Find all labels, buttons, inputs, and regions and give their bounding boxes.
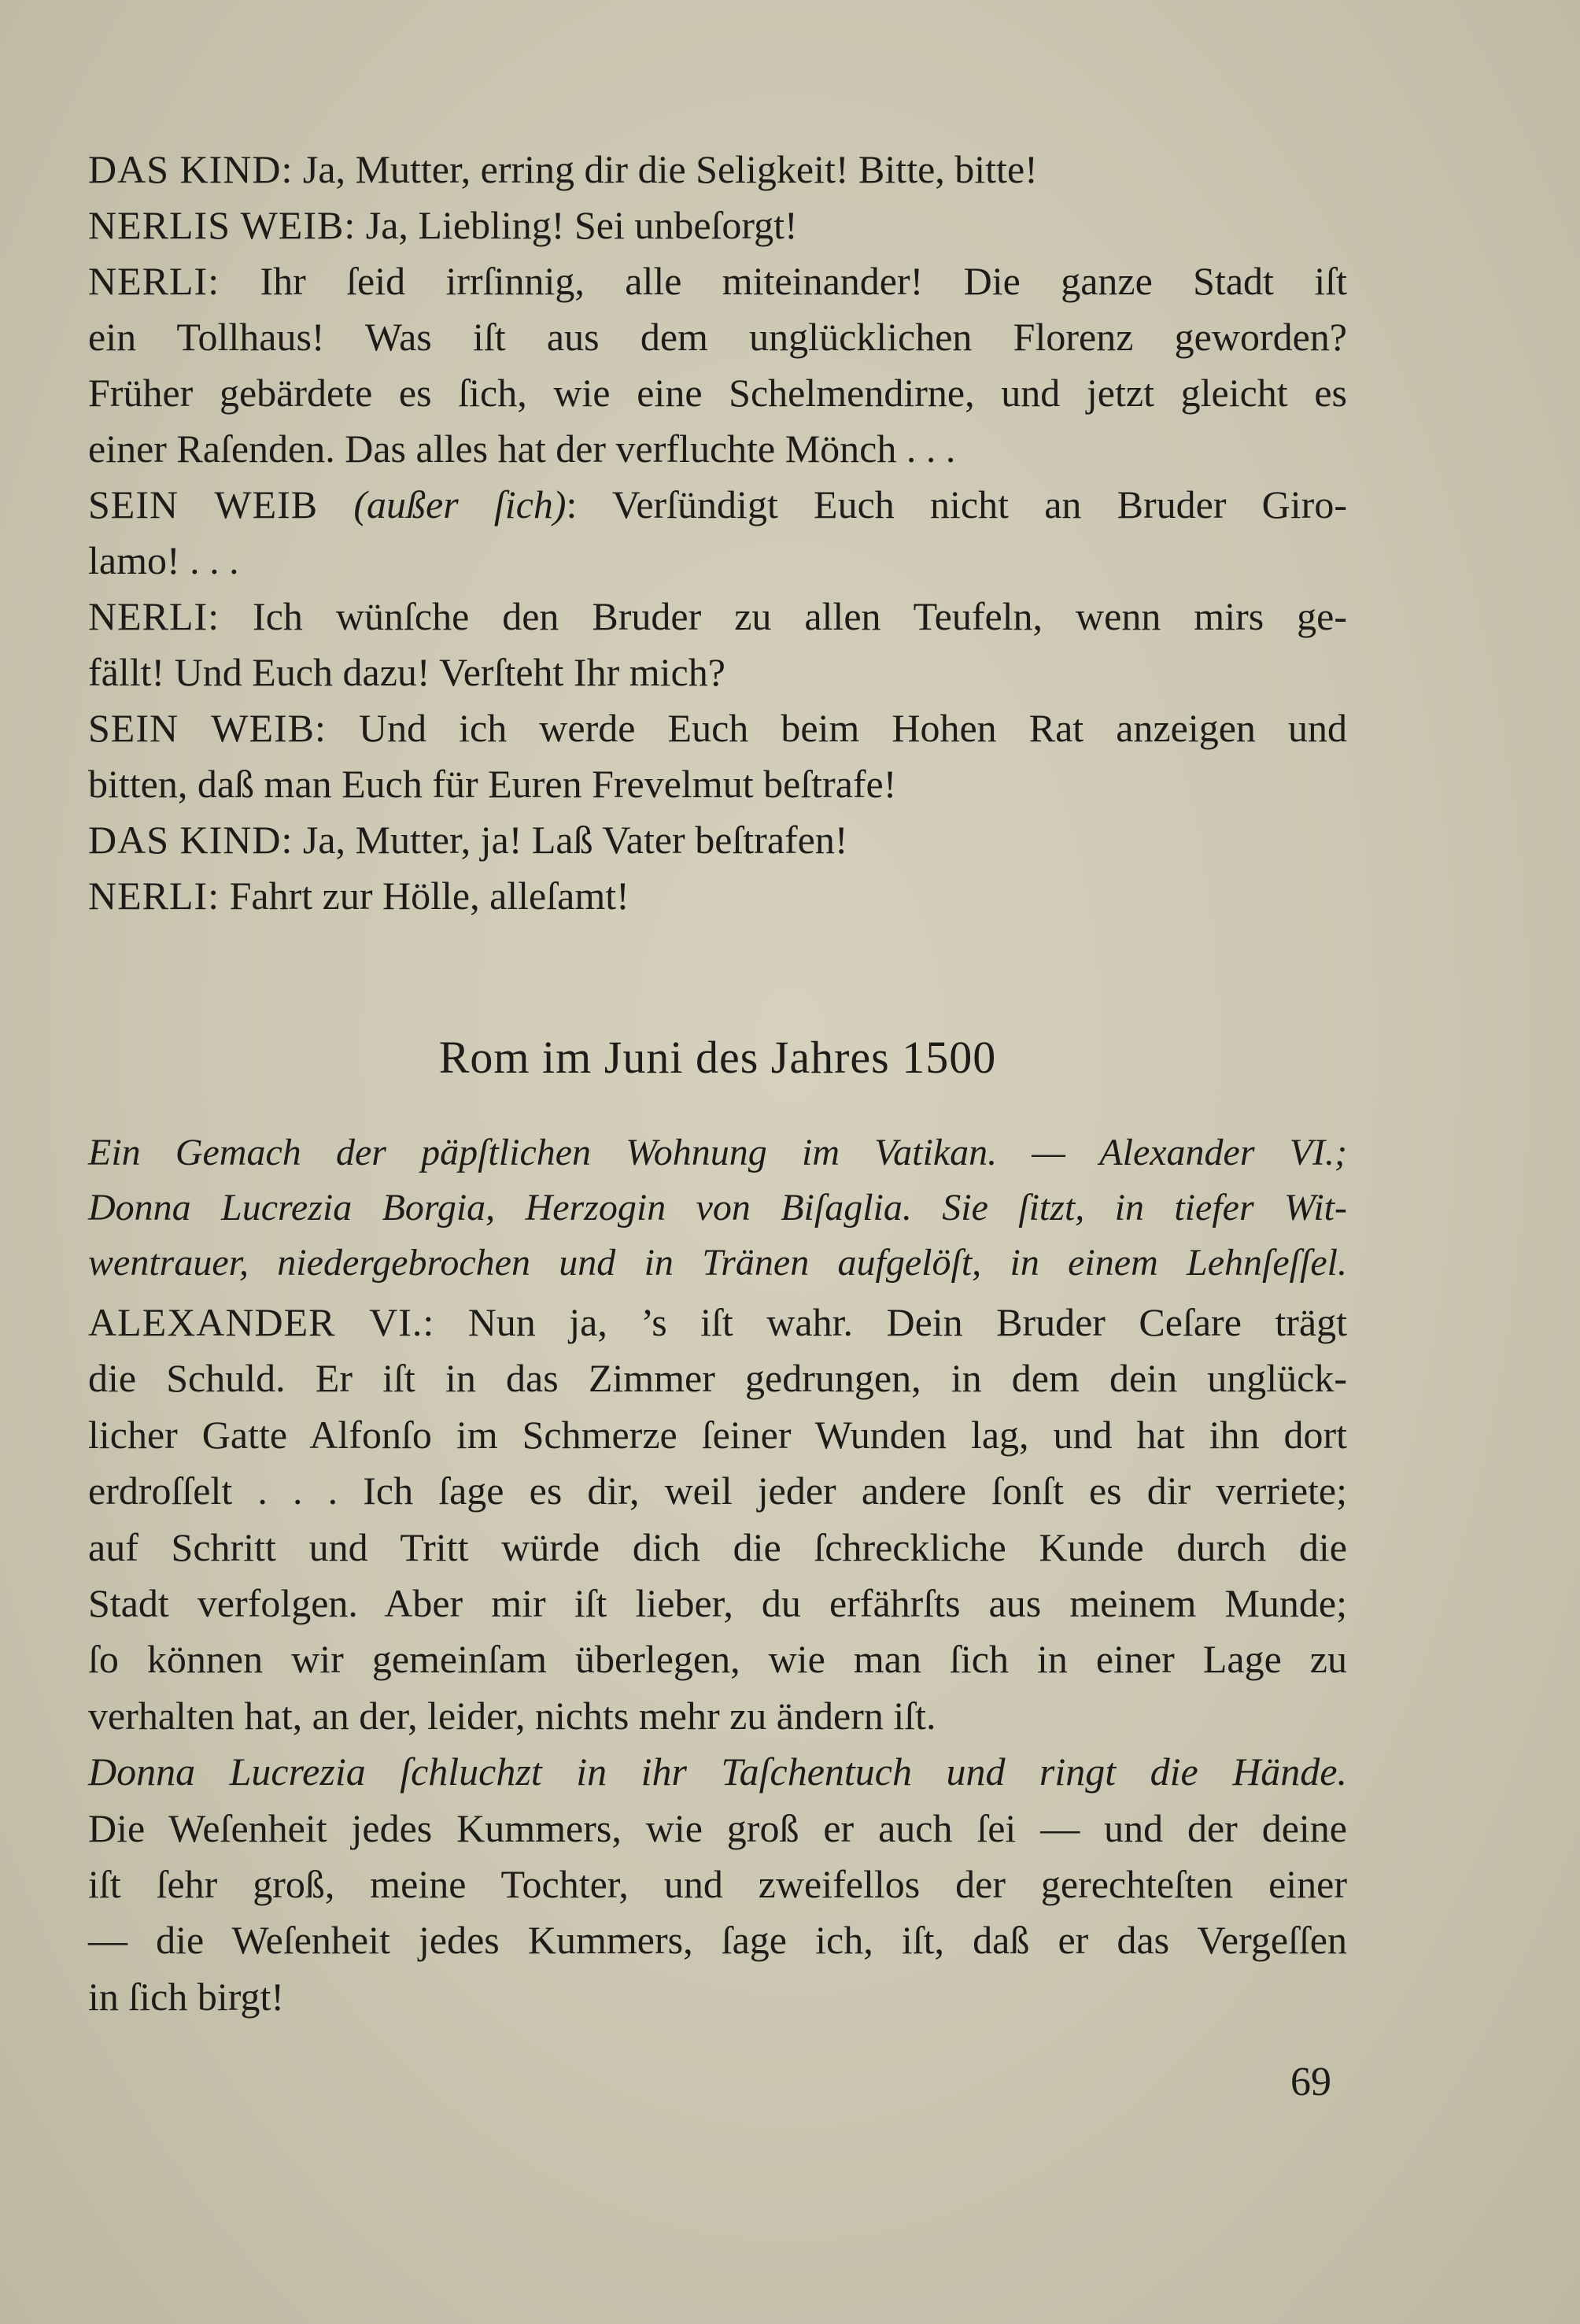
- text-line: [88, 365, 1347, 421]
- dialogue-top: [88, 142, 1347, 924]
- line-text: bitten, daß man Euch für Euren Frevelmut beſtrafe!: [88, 762, 897, 806]
- text-line: [88, 309, 1347, 365]
- line-text: : Verſündigt Euch nicht an Bruder Giro-: [566, 482, 1347, 527]
- text-line: [88, 1688, 1347, 1744]
- text-line: [88, 1350, 1347, 1406]
- text-line: [88, 477, 1347, 533]
- speaker-name: NERLIS WEIB:: [88, 203, 356, 247]
- text-line: [88, 1520, 1347, 1576]
- text-line: [88, 1295, 1347, 1350]
- line-text: einer Raſenden. Das alles hat der verfluchte Mönch . . .: [88, 427, 956, 471]
- book-page: [88, 142, 1347, 2019]
- line-text: auf Schritt und Tritt würde dich die ſchreckliche Kunde durch die: [88, 1524, 1347, 1569]
- text-line: [88, 756, 1347, 812]
- line-text: Ich wünſche den Bruder zu allen Teufeln, wenn mirs ge-: [220, 594, 1347, 638]
- speaker-name: ALEXANDER VI.:: [88, 1300, 435, 1344]
- speaker-name: SEIN WEIB: [88, 482, 319, 527]
- speaker-name: DAS KIND:: [88, 818, 293, 862]
- stage-direction: [88, 1125, 1347, 1291]
- line-text: die Schuld. Er iſt in das Zimmer gedrungen, in dem dein unglück-: [88, 1356, 1347, 1401]
- line-text: fällt! Und Euch dazu! Verſteht Ihr mich?: [88, 650, 725, 694]
- line-text: in ſich birgt!: [88, 1974, 285, 2019]
- line-text: Ja, Liebling! Sei unbeſorgt!: [356, 203, 798, 247]
- line-text: Die Weſenheit jedes Kummers, wie groß er auch ſei — und der deine: [88, 1805, 1347, 1850]
- line-text: Fahrt zur Hölle, alleſamt!: [220, 874, 629, 918]
- line-text: Stadt verfolgen. Aber mir iſt lieber, du erfährſts aus meinem Munde;: [88, 1581, 1347, 1626]
- dialogue-bottom: [88, 1295, 1347, 2025]
- text-line: [88, 700, 1347, 756]
- page-number: 69: [1290, 2060, 1331, 2104]
- stage-direction-line: Ein Gemach der päpſtlichen Wohnung im Vatikan. — Alexander VI.;: [88, 1132, 1347, 1173]
- text-line: [88, 1912, 1347, 1968]
- text-line: [88, 253, 1347, 309]
- text-line: [88, 421, 1347, 477]
- line-text: Und ich werde Euch beim Hohen Rat anzeigen und: [326, 706, 1347, 750]
- line-text: erdroſſelt . . . Ich ſage es dir, weil jeder andere ſonſt es dir verriete;: [88, 1469, 1347, 1513]
- text-line: [88, 645, 1347, 700]
- line-text: iſt ſehr groß, meine Tochter, und zweifellos der gerechteſten einer: [88, 1862, 1347, 1907]
- line-text: Nun ja, ’s iſt wahr. Dein Bruder Ceſare trägt: [434, 1300, 1347, 1344]
- line-text: Donna Lucrezia ſchluchzt in ihr Taſchentuch und ringt die Hände.: [88, 1749, 1347, 1794]
- speaker-name: NERLI:: [88, 594, 220, 638]
- text-line: [88, 868, 1347, 924]
- text-line: [88, 1631, 1347, 1687]
- line-text: lamo! . . .: [88, 538, 239, 582]
- text-line: [88, 1463, 1347, 1519]
- text-line: [88, 1407, 1347, 1463]
- line-text: Ja, Mutter, erring dir die Seligkeit! Bitte, bitte!: [293, 147, 1038, 191]
- line-text: Früher gebärdete es ſich, wie eine Schelmendirne, und jetzt gleicht es: [88, 371, 1347, 415]
- text-line: [88, 1969, 1347, 2025]
- line-text: ſo können wir gemeinſam überlegen, wie man ſich in einer Lage zu: [88, 1637, 1347, 1682]
- text-line: [88, 1744, 1347, 1800]
- text-line: [88, 1857, 1347, 1912]
- line-text: — die Weſenheit jedes Kummers, ſage ich, iſt, daß er das Vergeſſen: [88, 1918, 1347, 1963]
- line-text: Ihr ſeid irrſinnig, alle miteinander! Die ganze Stadt iſt: [220, 259, 1347, 303]
- line-text: Ja, Mutter, ja! Laß Vater beſtrafen!: [293, 818, 848, 862]
- speaker-name: NERLI:: [88, 874, 220, 918]
- speaker-name: NERLI:: [88, 259, 220, 303]
- speaker-name: DAS KIND:: [88, 147, 293, 191]
- text-line: [88, 589, 1347, 645]
- scene-heading: Rom im Juni des Jahres 1500: [438, 1032, 997, 1083]
- speaker-name: SEIN WEIB:: [88, 706, 327, 750]
- line-text: licher Gatte Alfonſo im Schmerze ſeiner Wunden lag, und hat ihn dort: [88, 1412, 1347, 1457]
- line-text: verhalten hat, an der, leider, nichts mehr zu ändern iſt.: [88, 1693, 936, 1738]
- text-line: [88, 1576, 1347, 1631]
- text-line: [88, 198, 1347, 253]
- text-line: [88, 812, 1347, 868]
- text-line: [88, 533, 1347, 589]
- text-line: [88, 142, 1347, 198]
- stage-direction-line: Donna Lucrezia Borgia, Herzogin von Biſaglia. Sie ſitzt, in tiefer Wit-: [88, 1187, 1347, 1229]
- line-text: ein Tollhaus! Was iſt aus dem unglücklichen Florenz geworden?: [88, 315, 1347, 359]
- text-line: [88, 1801, 1347, 1857]
- inline-stage-direction: (außer ſich): [318, 482, 567, 527]
- stage-direction-line: wentrauer, niedergebrochen und in Tränen aufgelöſt, in einem Lehnſeſſel.: [88, 1242, 1347, 1284]
